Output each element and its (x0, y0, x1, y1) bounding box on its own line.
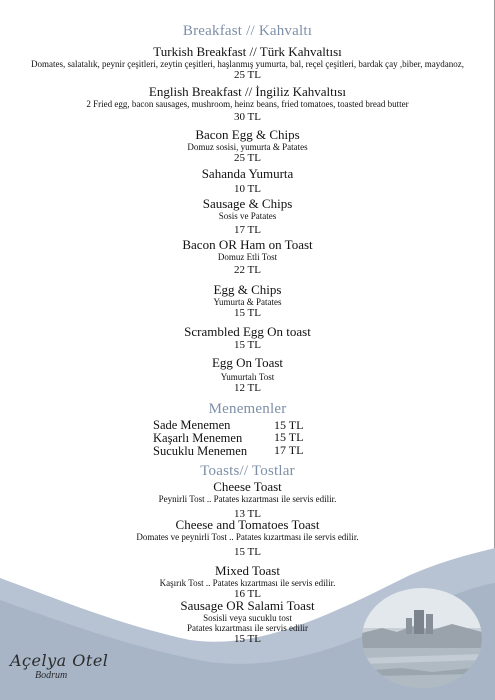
menemen-name: Sucuklu Menemen (153, 444, 248, 458)
item-price: 17 TL (234, 224, 261, 236)
menu-item (0, 479, 495, 521)
menemen-name: Kaşarlı Menemen (153, 431, 243, 445)
menu-item (0, 282, 495, 320)
item-price: 16 TL (234, 588, 261, 600)
item-desc: Domuz sosisi, yumurta & Patates (187, 142, 308, 152)
toasts-title: Toasts// Tostlar (200, 463, 295, 479)
item-desc: Yumurta & Patates (213, 297, 282, 307)
item-name: Egg On Toast (211, 355, 284, 370)
menu-item (0, 44, 495, 82)
item-name: Sausage OR Salami Toast (180, 598, 315, 613)
menu-item (0, 517, 495, 559)
menemenler-title: Menemenler (208, 401, 287, 417)
item-price: 30 TL (234, 111, 261, 123)
item-desc: Domates, salatalık, peynir çeşitleri, zeytin çeşitleri, haşlanmış yumurta, bal, reçel çeşitleri, bardak çay ,biber, maydanoz, (31, 59, 464, 69)
item-name: Sausage & Chips (202, 196, 293, 211)
menu-item (0, 166, 495, 196)
item-desc: 2 Fried egg, bacon sausages, mushroom, heinz beans, fried tomatoes, toasted bread butter (86, 99, 409, 109)
item-price: 13 TL (234, 508, 261, 520)
item-price: 10 TL (234, 183, 261, 195)
item-name: Cheese and Tomatoes Toast (175, 517, 320, 532)
item-name: Bacon OR Ham on Toast (182, 237, 313, 252)
item-name: Scrambled Egg On toast (184, 324, 311, 339)
menu-item (0, 84, 495, 124)
logo-location: Bodrum (35, 670, 68, 681)
item-desc: Sosis ve Patates (218, 211, 277, 221)
menu-item (0, 563, 495, 601)
menemen-price: 17 TL (274, 443, 304, 457)
item-price: 15 TL (234, 546, 261, 558)
item-name: Sahanda Yumurta (201, 166, 294, 181)
logo-name: Açelya Otel (10, 651, 109, 670)
item-name: Cheese Toast (213, 479, 282, 494)
item-name: Egg & Chips (213, 282, 282, 297)
item-desc: Domuz Etli Tost (217, 252, 278, 262)
item-price: 25 TL (234, 152, 261, 164)
item-price: 15 TL (234, 307, 261, 319)
item-desc: Domates ve peynirli Tost .. Patates kızartması ile servis edilir. (136, 532, 359, 542)
item-name: Bacon Egg & Chips (195, 127, 300, 142)
item-desc: Peynirli Tost .. Patates kızartması ile servis edilir. (158, 494, 337, 504)
menu-item (0, 324, 495, 352)
item-desc: Yumurtalı Tost (220, 372, 275, 382)
item-desc-2: Patates kızartması ile servis edilir (187, 623, 308, 633)
menu-item (0, 127, 495, 165)
item-price: 25 TL (234, 69, 261, 81)
item-name: Turkish Breakfast // Türk Kahvaltısı (153, 44, 342, 59)
hotel-logo (10, 651, 109, 681)
item-name: English Breakfast // İngiliz Kahvaltısı (148, 84, 347, 99)
item-price: 15 TL (234, 339, 261, 351)
menu-item (0, 598, 495, 646)
item-desc: Sosisli veya sucuklu tost (203, 613, 292, 623)
menu-item (0, 196, 495, 237)
item-price: 22 TL (234, 264, 261, 276)
menu-item (0, 237, 495, 277)
item-price: 15 TL (234, 633, 261, 645)
menemen-price: 15 TL (274, 430, 304, 444)
menemen-name: Sade Menemen (153, 418, 231, 432)
item-desc: Kaşırık Tost .. Patates kızartması ile servis edilir. (159, 578, 336, 588)
item-name: Mixed Toast (215, 563, 280, 578)
breakfast-title: Breakfast // Kahvaltı (182, 23, 313, 39)
item-price: 12 TL (234, 382, 261, 394)
menu-item (0, 355, 495, 395)
menemen-price: 15 TL (274, 418, 304, 432)
